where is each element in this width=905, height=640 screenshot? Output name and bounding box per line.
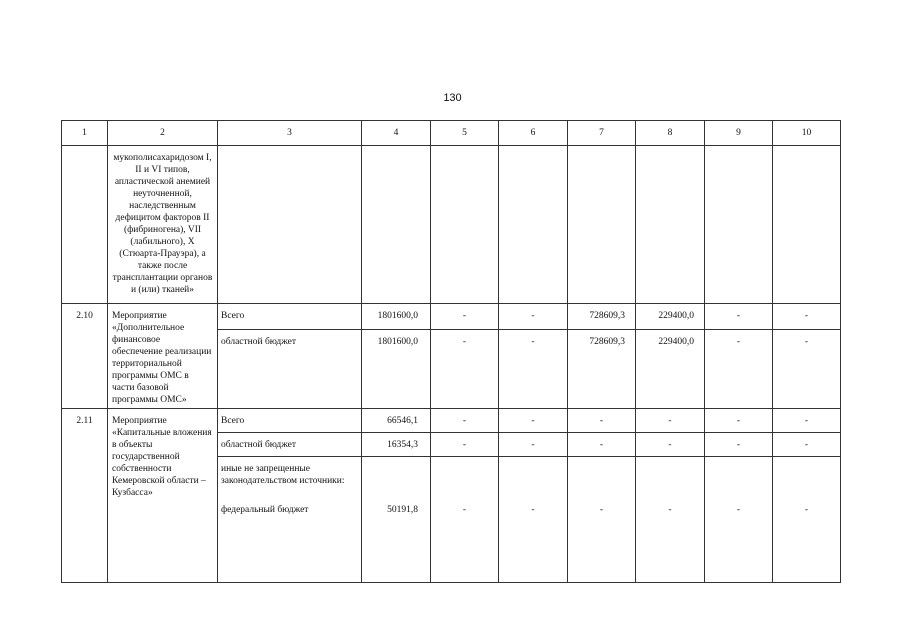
value-cell: -	[773, 409, 841, 433]
value-cell: 229400,0	[636, 329, 705, 408]
page-number: 130	[443, 92, 462, 104]
table-row	[62, 304, 841, 330]
table-row	[62, 146, 841, 304]
budget-table	[61, 120, 841, 583]
header-cell: 3	[218, 121, 362, 146]
value-cell: -	[431, 329, 499, 408]
value-cell: -	[773, 457, 841, 583]
table-row	[62, 409, 841, 433]
source-cell	[218, 457, 362, 583]
header-row	[62, 121, 841, 146]
source-cell: областной бюджет	[218, 433, 362, 457]
value-cell: 1801600,0	[362, 329, 431, 408]
value-cell: -	[499, 329, 568, 408]
header-cell: 6	[499, 121, 568, 146]
value-cell: 50191,8	[362, 457, 431, 583]
source-cell: Всего	[218, 304, 362, 330]
value-cell: 66546,1	[362, 409, 431, 433]
header-cell: 8	[636, 121, 705, 146]
value-cell: -	[636, 457, 705, 583]
value-cell: -	[499, 457, 568, 583]
value-cell: -	[705, 457, 773, 583]
source-other: иные не запрещенные законодательством источники:	[221, 464, 345, 486]
value-cell: 229400,0	[636, 304, 705, 330]
value-cell: -	[705, 433, 773, 457]
header-cell: 7	[568, 121, 636, 146]
value-cell: -	[568, 409, 636, 433]
source-federal: федеральный бюджет	[221, 505, 309, 515]
value-cell: -	[773, 329, 841, 408]
source-cell: Всего	[218, 409, 362, 433]
item-number: 2.10	[62, 304, 108, 409]
value-cell: -	[705, 409, 773, 433]
value-cell: -	[431, 304, 499, 330]
value-cell: -	[636, 433, 705, 457]
value-cell: -	[773, 304, 841, 330]
header-cell: 10	[773, 121, 841, 146]
value-cell: -	[568, 457, 636, 583]
value-cell: -	[499, 433, 568, 457]
item-number: 2.11	[62, 409, 108, 583]
value-cell: -	[705, 304, 773, 330]
item-name: Мероприятие «Дополнительное финансовое обеспечение реализации территориальной программы ОМС в части базовой программы ОМС»	[108, 304, 218, 409]
value-cell: -	[636, 409, 705, 433]
header-cell: 4	[362, 121, 431, 146]
value-cell: -	[431, 409, 499, 433]
value-cell: -	[499, 409, 568, 433]
value-cell: 16354,3	[362, 433, 431, 457]
value-cell: 1801600,0	[362, 304, 431, 330]
header-cell: 1	[62, 121, 108, 146]
value-cell: -	[499, 304, 568, 330]
value-cell: -	[431, 433, 499, 457]
header-cell: 5	[431, 121, 499, 146]
value-cell: -	[705, 329, 773, 408]
header-cell: 9	[705, 121, 773, 146]
header-cell: 2	[108, 121, 218, 146]
value-cell: 728609,3	[568, 329, 636, 408]
value-cell: 728609,3	[568, 304, 636, 330]
value-cell: -	[773, 433, 841, 457]
continued-text: мукополисахаридозом I, II и VI типов, апластической анемией неуточненной, наследственным дефицитом факторов II (фибриногена), VII (лабильного), X (Стюарта-Прауэра), а также после трансплантации органов и (или) тканей»	[108, 146, 218, 304]
value-cell: -	[568, 433, 636, 457]
item-name: Мероприятие «Капитальные вложения в объекты государственной собственности Кемеровской области – Кузбасса»	[108, 409, 218, 583]
value-cell: -	[431, 457, 499, 583]
source-cell: областной бюджет	[218, 329, 362, 408]
